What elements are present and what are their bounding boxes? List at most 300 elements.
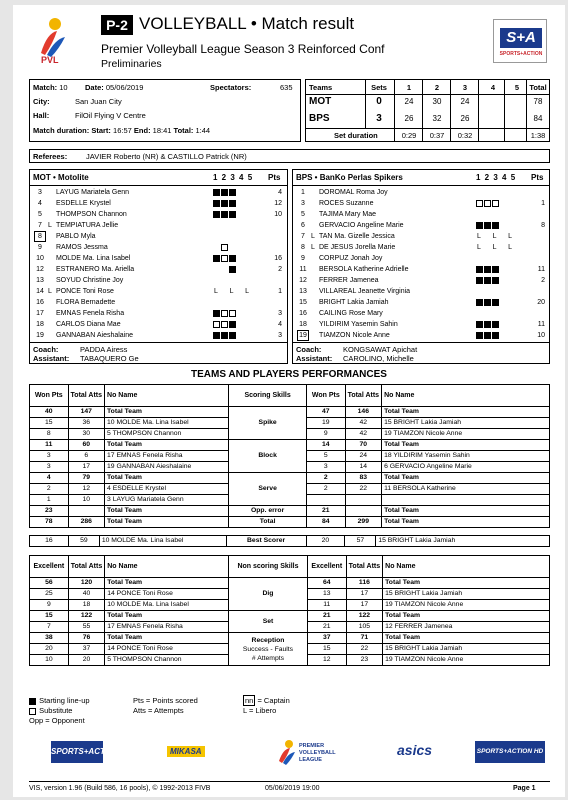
player-number: 8 xyxy=(301,244,305,251)
no-name-header-b: No Name xyxy=(382,385,550,407)
team-a-attempts: 36 xyxy=(68,418,105,429)
player-name: ESDELLE Krystel xyxy=(56,200,111,207)
team-b-value: 15 xyxy=(307,644,346,655)
skill-row xyxy=(30,517,550,528)
nonscoring-skills-header: Non scoring Skills xyxy=(229,556,308,578)
roster-row xyxy=(30,308,286,319)
libero-sets: L L L xyxy=(214,288,255,295)
player-number: 3 xyxy=(38,189,42,196)
player-number: 1 xyxy=(301,189,305,196)
team-a-player: Total Team xyxy=(105,517,229,528)
total-atts-header-a2: Total Atts xyxy=(68,556,105,578)
starting-square-icon xyxy=(229,189,236,196)
player-name: DOROMAL Roma Joy xyxy=(319,189,388,196)
team-a-player: 10 MOLDE Ma. Lina Isabel xyxy=(105,418,229,429)
team-a-value: 8 xyxy=(30,429,69,440)
player-number: 14 xyxy=(36,288,44,295)
team-a-attempts: 6 xyxy=(68,451,105,462)
won-pts-header-a: Won Pts xyxy=(30,385,69,407)
total-atts-header-b2: Total Atts xyxy=(346,556,383,578)
pvl-logo-text: PVL xyxy=(41,55,59,65)
starting-square-icon xyxy=(229,321,236,328)
team-b-player: Total Team xyxy=(382,407,550,418)
captain-box: nn xyxy=(245,696,254,705)
set-duration-label: Set duration xyxy=(334,131,378,140)
team-a-attempts: 20 xyxy=(68,655,105,666)
team-b-attempts: 24 xyxy=(345,451,382,462)
team-a-roster-name: Motolite xyxy=(58,173,89,182)
total-time: 1:44 xyxy=(195,126,211,135)
total-label: Total: xyxy=(173,126,194,135)
team-b-value: 21 xyxy=(307,622,346,633)
roster-row xyxy=(293,253,549,264)
team-b-value: 13 xyxy=(307,589,346,600)
end-label: End: xyxy=(133,126,151,135)
team-b-player: 6 GERVACIO Angeline Marie xyxy=(382,462,550,473)
roster-row xyxy=(30,198,286,209)
team-b-value: 84 xyxy=(307,517,346,528)
team-b-roster-code: BPS xyxy=(296,173,313,182)
report-code: P-2 xyxy=(101,15,133,35)
player-name: RAMOS Jessma xyxy=(56,244,108,251)
skill-name: Dig xyxy=(229,578,308,611)
starting-square-icon xyxy=(492,222,499,229)
player-number: 12 xyxy=(36,266,44,273)
duration-label: Match duration: xyxy=(33,126,90,135)
team-a-value: 9 xyxy=(30,600,69,611)
set2-duration: 0:37 xyxy=(429,131,445,140)
substitute-square-icon xyxy=(229,310,236,317)
starting-square-icon xyxy=(492,299,499,306)
set-participation xyxy=(476,321,500,328)
set-participation xyxy=(476,266,500,273)
substitute-square-icon xyxy=(221,255,228,262)
team-a-attempts: 10 xyxy=(68,495,105,506)
team-b-value: 19 xyxy=(307,418,346,429)
team-a-player: 14 PONCE Toni Rose xyxy=(105,644,229,655)
player-points: 10 xyxy=(537,332,545,339)
starting-square-icon xyxy=(484,277,491,284)
skill-row xyxy=(30,633,550,644)
starting-square-icon xyxy=(213,310,220,317)
best-scorer-b-pts: 20 xyxy=(306,536,345,547)
empty-slot xyxy=(213,244,220,251)
phase-name: Preliminaries xyxy=(101,58,162,70)
league-name: Premier Volleyball League Season 3 Reinforced Conf xyxy=(101,42,385,56)
team-b-attempts: 23 xyxy=(346,655,383,666)
referees-bar xyxy=(29,149,550,163)
libero-sets: L L L xyxy=(477,233,518,240)
player-name: THOMPSON Channon xyxy=(56,211,127,218)
team-b-attempts: 105 xyxy=(346,622,383,633)
sets-header: Sets xyxy=(371,83,387,92)
roster-row xyxy=(30,242,286,253)
score-table xyxy=(305,79,550,142)
roster-row xyxy=(293,209,549,220)
team-a-player: Total Team xyxy=(105,611,229,622)
player-points: 4 xyxy=(278,189,282,196)
starting-square-icon xyxy=(492,321,499,328)
team-b-value: 9 xyxy=(307,429,346,440)
team-b-set3: 26 xyxy=(460,114,470,123)
player-number: 19 xyxy=(36,332,44,339)
team-a-value: 38 xyxy=(30,633,69,644)
player-points: 20 xyxy=(537,299,545,306)
team-b-coach-label: Coach: xyxy=(296,345,322,354)
roster-row xyxy=(30,253,286,264)
roster-row xyxy=(293,198,549,209)
player-name: CAILING Rose Mary xyxy=(319,310,383,317)
team-b-attempts: 122 xyxy=(346,611,383,622)
best-scorer-b-name: 15 BRIGHT Lakia Jamiah xyxy=(376,536,550,547)
performances-title: TEAMS AND PLAYERS PERFORMANCES xyxy=(191,369,387,380)
sponsor-sports-action-hd: SPORTS+ACTION HD xyxy=(475,741,545,763)
player-name: BERSOLA Katherine Adrielle xyxy=(319,266,409,273)
total-header: Total xyxy=(529,83,547,92)
roster-row xyxy=(293,220,549,231)
team-b-attempts: 22 xyxy=(345,484,382,495)
team-b-player: 19 TIAMZON Nicole Anne xyxy=(383,600,550,611)
starting-square-icon xyxy=(29,698,36,705)
team-a-value: 11 xyxy=(30,440,69,451)
player-name: CARLOS Diana Mae xyxy=(56,321,121,328)
team-b-value: 21 xyxy=(307,506,346,517)
player-name: FLORA Bernadette xyxy=(56,299,116,306)
team-b-value: 11 xyxy=(307,600,346,611)
team-a-player: Total Team xyxy=(105,473,229,484)
set-participation xyxy=(213,266,237,273)
team-a-player: Total Team xyxy=(105,440,229,451)
sports-action-logo-text: SPORTS+ACTION xyxy=(499,51,543,57)
team-a-attempts: 76 xyxy=(68,633,105,644)
roster-row xyxy=(30,264,286,275)
roster-row xyxy=(293,264,549,275)
team-b-player: 19 TIAMZON Nicole Anne xyxy=(382,429,550,440)
report-title: VOLLEYBALL • Match result xyxy=(139,14,355,33)
starting-square-icon xyxy=(476,222,483,229)
legend xyxy=(29,696,329,730)
player-points: 11 xyxy=(537,266,545,273)
team-a-set1: 24 xyxy=(404,97,414,106)
team-a-player: 17 EMNAS Fenela Risha xyxy=(105,622,229,633)
starting-square-icon xyxy=(484,266,491,273)
scoring-skills-header: Scoring Skills xyxy=(229,385,307,407)
skill-name-line1: Reception xyxy=(251,636,285,644)
set-participation xyxy=(213,189,237,196)
libero-flag: L xyxy=(48,288,52,295)
starting-square-icon xyxy=(476,277,483,284)
player-name: BRIGHT Lakia Jamiah xyxy=(319,299,389,306)
footer-date: 05/06/2019 19:00 xyxy=(265,785,320,792)
skill-name: Serve xyxy=(229,473,307,506)
team-b-player: Total Team xyxy=(382,473,550,484)
team-a-value: 15 xyxy=(30,611,69,622)
team-b-attempts: 17 xyxy=(346,589,383,600)
total-atts-header-b: Total Atts xyxy=(345,385,382,407)
team-a-coach: PADDA Airess xyxy=(80,345,128,354)
skill-row xyxy=(30,473,550,484)
player-name: MOLDE Ma. Lina Isabel xyxy=(56,255,131,262)
team-a-player: Total Team xyxy=(105,407,229,418)
team-b-attempts: 299 xyxy=(345,517,382,528)
starting-square-icon xyxy=(484,321,491,328)
player-points: 4 xyxy=(278,321,282,328)
spectators-count: 635 xyxy=(280,83,293,92)
team-a-total: 78 xyxy=(533,97,543,106)
starting-square-icon xyxy=(229,255,236,262)
sponsor-pvl xyxy=(277,737,347,769)
team-b-player: 12 FERRER Jamenea xyxy=(383,622,550,633)
player-name: PONCE Toni Rose xyxy=(56,288,114,295)
roster-row xyxy=(30,286,286,297)
player-points: 1 xyxy=(278,288,282,295)
roster-row xyxy=(30,275,286,286)
team-a-attempts: 17 xyxy=(68,462,105,473)
team-a-value: 10 xyxy=(30,655,69,666)
team-b-player xyxy=(382,495,550,506)
sports-action-logo: S+A SPORTS+ACTION xyxy=(493,19,547,63)
best-scorer-b-atts: 57 xyxy=(345,536,376,547)
team-a-value: 3 xyxy=(30,462,69,473)
player-number: 10 xyxy=(36,255,44,262)
team-b-attempts: 42 xyxy=(345,418,382,429)
team-b-value: 64 xyxy=(307,578,346,589)
libero-flag: L xyxy=(311,244,315,251)
team-b-player: 19 TIAMZON Nicole Anne xyxy=(383,655,550,666)
nonscoring-skills-table xyxy=(29,555,550,666)
set-participation xyxy=(213,200,237,207)
team-a-set2: 30 xyxy=(432,97,442,106)
player-points: 12 xyxy=(274,200,282,207)
roster-row xyxy=(30,209,286,220)
match-info xyxy=(29,79,301,142)
team-a-player: 4 ESDELLE Krystel xyxy=(105,484,229,495)
team-a-sets: 0 xyxy=(376,96,382,107)
legend-opp: Opp = Opponent xyxy=(29,716,85,725)
teams-header: Teams xyxy=(309,83,333,92)
roster-row xyxy=(293,286,549,297)
team-a-roster: MOT • Motolite 1 2 3 4 5 Pts 3 LAYUG Mariatela Genn 4 4 ESDELLE Krystel 12 5 THOMPSON Channon 10 7 L TEMPIATURA Jellie 8 PABLO Myla 9 RAMOS Jessma 10 MOLDE Ma. Lina Isabel 16 12 ESTRANERO Ma. Ariella 2 13 SOYUD Christine Joy 14 L PONCE Toni Rose L L L 1 16 FLORA Bernadette 17 EMNAS Fenela Risha 3 18 CARLOS Diana Mae 4 19 GANNABAN Aieshalaine 3 Coach: PADDA Airess Assistant: TABAQUERO Ge xyxy=(29,169,288,364)
player-name: GANNABAN Aieshalaine xyxy=(56,332,134,339)
team-a-value: 4 xyxy=(30,473,69,484)
total-atts-header-a: Total Atts xyxy=(68,385,105,407)
player-name: FERRER Jamenea xyxy=(319,277,379,284)
team-b-player: Total Team xyxy=(382,440,550,451)
no-name-header-a: No Name xyxy=(105,385,229,407)
team-a-attempts: 18 xyxy=(68,600,105,611)
player-number: 7 xyxy=(301,233,305,240)
player-points: 1 xyxy=(541,200,545,207)
player-points: 2 xyxy=(541,277,545,284)
team-b-attempts: 71 xyxy=(346,633,383,644)
sponsor-pvl-text: PREMIER VOLLEYBALL LEAGUE xyxy=(299,743,336,763)
player-number: 13 xyxy=(299,288,307,295)
starting-square-icon xyxy=(484,299,491,306)
match-date: 05/06/2019 xyxy=(105,83,144,92)
player-name: GERVACIO Angeline Marie xyxy=(319,222,404,229)
city: San Juan City xyxy=(75,97,122,106)
team-b-value: 3 xyxy=(307,462,346,473)
player-name: ROCES Suzanne xyxy=(319,200,374,207)
starting-square-icon xyxy=(229,332,236,339)
player-number: 16 xyxy=(36,299,44,306)
starting-square-icon xyxy=(492,332,499,339)
skill-row xyxy=(30,440,550,451)
team-a-pts-header: Pts xyxy=(268,173,281,182)
match-number: 10 xyxy=(59,83,68,92)
team-a-value: 56 xyxy=(30,578,69,589)
best-scorer-label: Best Scorer xyxy=(226,536,306,547)
best-scorer-a-atts: 59 xyxy=(68,536,99,547)
skill-name: Spike xyxy=(229,407,307,440)
start-label: Start: xyxy=(91,126,111,135)
team-a-attempts: 40 xyxy=(68,589,105,600)
team-a-player: 5 THOMPSON Channon xyxy=(105,429,229,440)
player-name: YILDIRIM Yasemin Sahin xyxy=(319,321,398,328)
substitute-square-icon xyxy=(484,200,491,207)
team-b-attempts: 14 xyxy=(345,462,382,473)
legend-starting: Starting line-up xyxy=(39,696,90,705)
substitute-square-icon xyxy=(492,200,499,207)
team-a-code: MOT xyxy=(309,96,332,107)
player-number: 6 xyxy=(301,222,305,229)
team-a-attempts: 37 xyxy=(68,644,105,655)
team-a-value: 20 xyxy=(30,644,69,655)
starting-square-icon xyxy=(221,200,228,207)
team-b-attempts xyxy=(345,495,382,506)
set3-duration: 0:32 xyxy=(457,131,473,140)
team-a-attempts: 120 xyxy=(68,578,105,589)
skill-name: Block xyxy=(229,440,307,473)
set1-duration: 0:29 xyxy=(401,131,417,140)
player-name: DE JESUS Jorella Marie xyxy=(319,244,396,251)
starting-square-icon xyxy=(476,332,483,339)
player-number: 7 xyxy=(38,222,42,229)
starting-square-icon xyxy=(229,211,236,218)
roster-row xyxy=(30,187,286,198)
footer-page: Page 1 xyxy=(513,785,536,792)
roster-row xyxy=(30,319,286,330)
referees-names: JAVIER Roberto (NR) & CASTILLO Patrick (NR) xyxy=(86,152,247,161)
starting-square-icon xyxy=(229,266,236,273)
team-b-set1: 26 xyxy=(404,114,414,123)
excellent-header-a: Excellent xyxy=(30,556,69,578)
sponsor-asics: asics xyxy=(397,742,433,758)
best-scorer-a-pts: 16 xyxy=(30,536,69,547)
set-participation xyxy=(476,200,500,207)
set-participation xyxy=(476,277,500,284)
starting-square-icon xyxy=(213,211,220,218)
player-number: 18 xyxy=(36,321,44,328)
team-a-player: 10 MOLDE Ma. Lina Isabel xyxy=(105,600,229,611)
team-b-coach: KONGSAWAT Apichat xyxy=(343,345,418,354)
roster-row xyxy=(293,319,549,330)
set-participation xyxy=(213,332,237,339)
player-name: LAYUG Mariatela Genn xyxy=(56,189,130,196)
empty-slot xyxy=(221,266,228,273)
team-a-attempts: 12 xyxy=(68,484,105,495)
player-number: 9 xyxy=(301,255,305,262)
starting-square-icon xyxy=(484,332,491,339)
referees-label: Referees: xyxy=(33,152,68,161)
skill-name-line3: # Attempts xyxy=(251,654,285,662)
team-b-pts-header: Pts xyxy=(531,173,544,182)
starting-square-icon xyxy=(221,332,228,339)
skill-row xyxy=(30,611,550,622)
skill-name: Opp. error xyxy=(229,506,307,517)
set-participation xyxy=(213,211,237,218)
player-points: 10 xyxy=(274,211,282,218)
substitute-square-icon xyxy=(213,321,220,328)
scoring-skills-table xyxy=(29,384,550,528)
player-number: 4 xyxy=(38,200,42,207)
end-time: 18:41 xyxy=(152,126,172,135)
player-name: TAN Ma. Gizelle Jessica xyxy=(319,233,395,240)
hall: FilOil Flying V Centre xyxy=(75,111,146,120)
team-b-attempts: 42 xyxy=(345,429,382,440)
team-b-attempts: 70 xyxy=(345,440,382,451)
hall-label: Hall: xyxy=(33,111,50,120)
roster-row xyxy=(293,330,549,341)
player-points: 2 xyxy=(278,266,282,273)
team-a-sets-header: 1 2 3 4 5 xyxy=(213,173,253,182)
skill-name xyxy=(229,633,308,666)
skill-name: Total xyxy=(229,517,307,528)
player-name: SOYUD Christine Joy xyxy=(56,277,124,284)
player-number: 19 xyxy=(297,330,309,341)
team-b-player: Total Team xyxy=(383,578,550,589)
player-name: TEMPIATURA Jellie xyxy=(56,222,119,229)
team-b-player: Total Team xyxy=(383,633,550,644)
set-participation xyxy=(213,310,237,317)
footer-version: VIS, version 1.96 (Build 586, 16 pools), © 1992-2013 FIVB xyxy=(29,785,211,792)
player-name: TAJIMA Mary Mae xyxy=(319,211,377,218)
starting-square-icon xyxy=(476,321,483,328)
team-a-attempts: 147 xyxy=(68,407,105,418)
spectators-label: Spectators: xyxy=(210,83,252,92)
skill-name-line2: Success - Faults xyxy=(242,645,294,653)
skill-name: Set xyxy=(229,611,308,633)
team-a-value: 7 xyxy=(30,622,69,633)
team-a-player: 19 GANNABAN Aieshalaine xyxy=(105,462,229,473)
match-result-sheet xyxy=(13,5,565,797)
player-points: 11 xyxy=(537,321,545,328)
set-participation xyxy=(476,299,500,306)
team-b-value: 14 xyxy=(307,440,346,451)
player-name: PABLO Myla xyxy=(56,233,96,240)
starting-square-icon xyxy=(213,200,220,207)
substitute-square-icon xyxy=(221,244,228,251)
roster-row xyxy=(293,297,549,308)
team-a-player: Total Team xyxy=(105,578,229,589)
roster-row xyxy=(293,308,549,319)
team-a-coach-label: Coach: xyxy=(33,345,59,354)
team-b-value: 2 xyxy=(307,484,346,495)
set-participation xyxy=(213,255,237,262)
team-b-assistant-label: Assistant: xyxy=(296,354,333,363)
date-label: Date: xyxy=(85,83,104,92)
best-scorer-a-name: 10 MOLDE Ma. Lina Isabel xyxy=(99,536,226,547)
player-number: 9 xyxy=(38,244,42,251)
starting-square-icon xyxy=(229,200,236,207)
team-b-value: 2 xyxy=(307,473,346,484)
set4-header: 4 xyxy=(490,83,496,92)
team-b-roster-name: BanKo Perlas Spikers xyxy=(319,173,403,182)
player-number: 13 xyxy=(36,277,44,284)
set2-header: 2 xyxy=(434,83,440,92)
sponsor-bar xyxy=(29,735,550,771)
team-b-roster: BPS • BanKo Perlas Spikers 1 2 3 4 5 Pts 1 DOROMAL Roma Joy 3 ROCES Suzanne 1 5 TAJIMA Mary Mae 6 GERVACIO Angeline Marie 8 7 L TAN Ma. Gizelle Jessica L L L 8 L DE JESUS Jorella Marie L L L 9 CORPUZ Jonah Joy 11 BERSOLA Katherine Adrielle 11 12 FERRER Jamenea 2 13 VILLAREAL Jeanette Virginia 15 BRIGHT Lakia Jamiah 20 16 CAILING Rose Mary 18 YILDIRIM Yasemin Sahin 11 19 TIAMZON Nicole Anne 10 Coach: KONGSAWAT Apichat Assistant: CAROLINO, Michelle xyxy=(292,169,550,364)
